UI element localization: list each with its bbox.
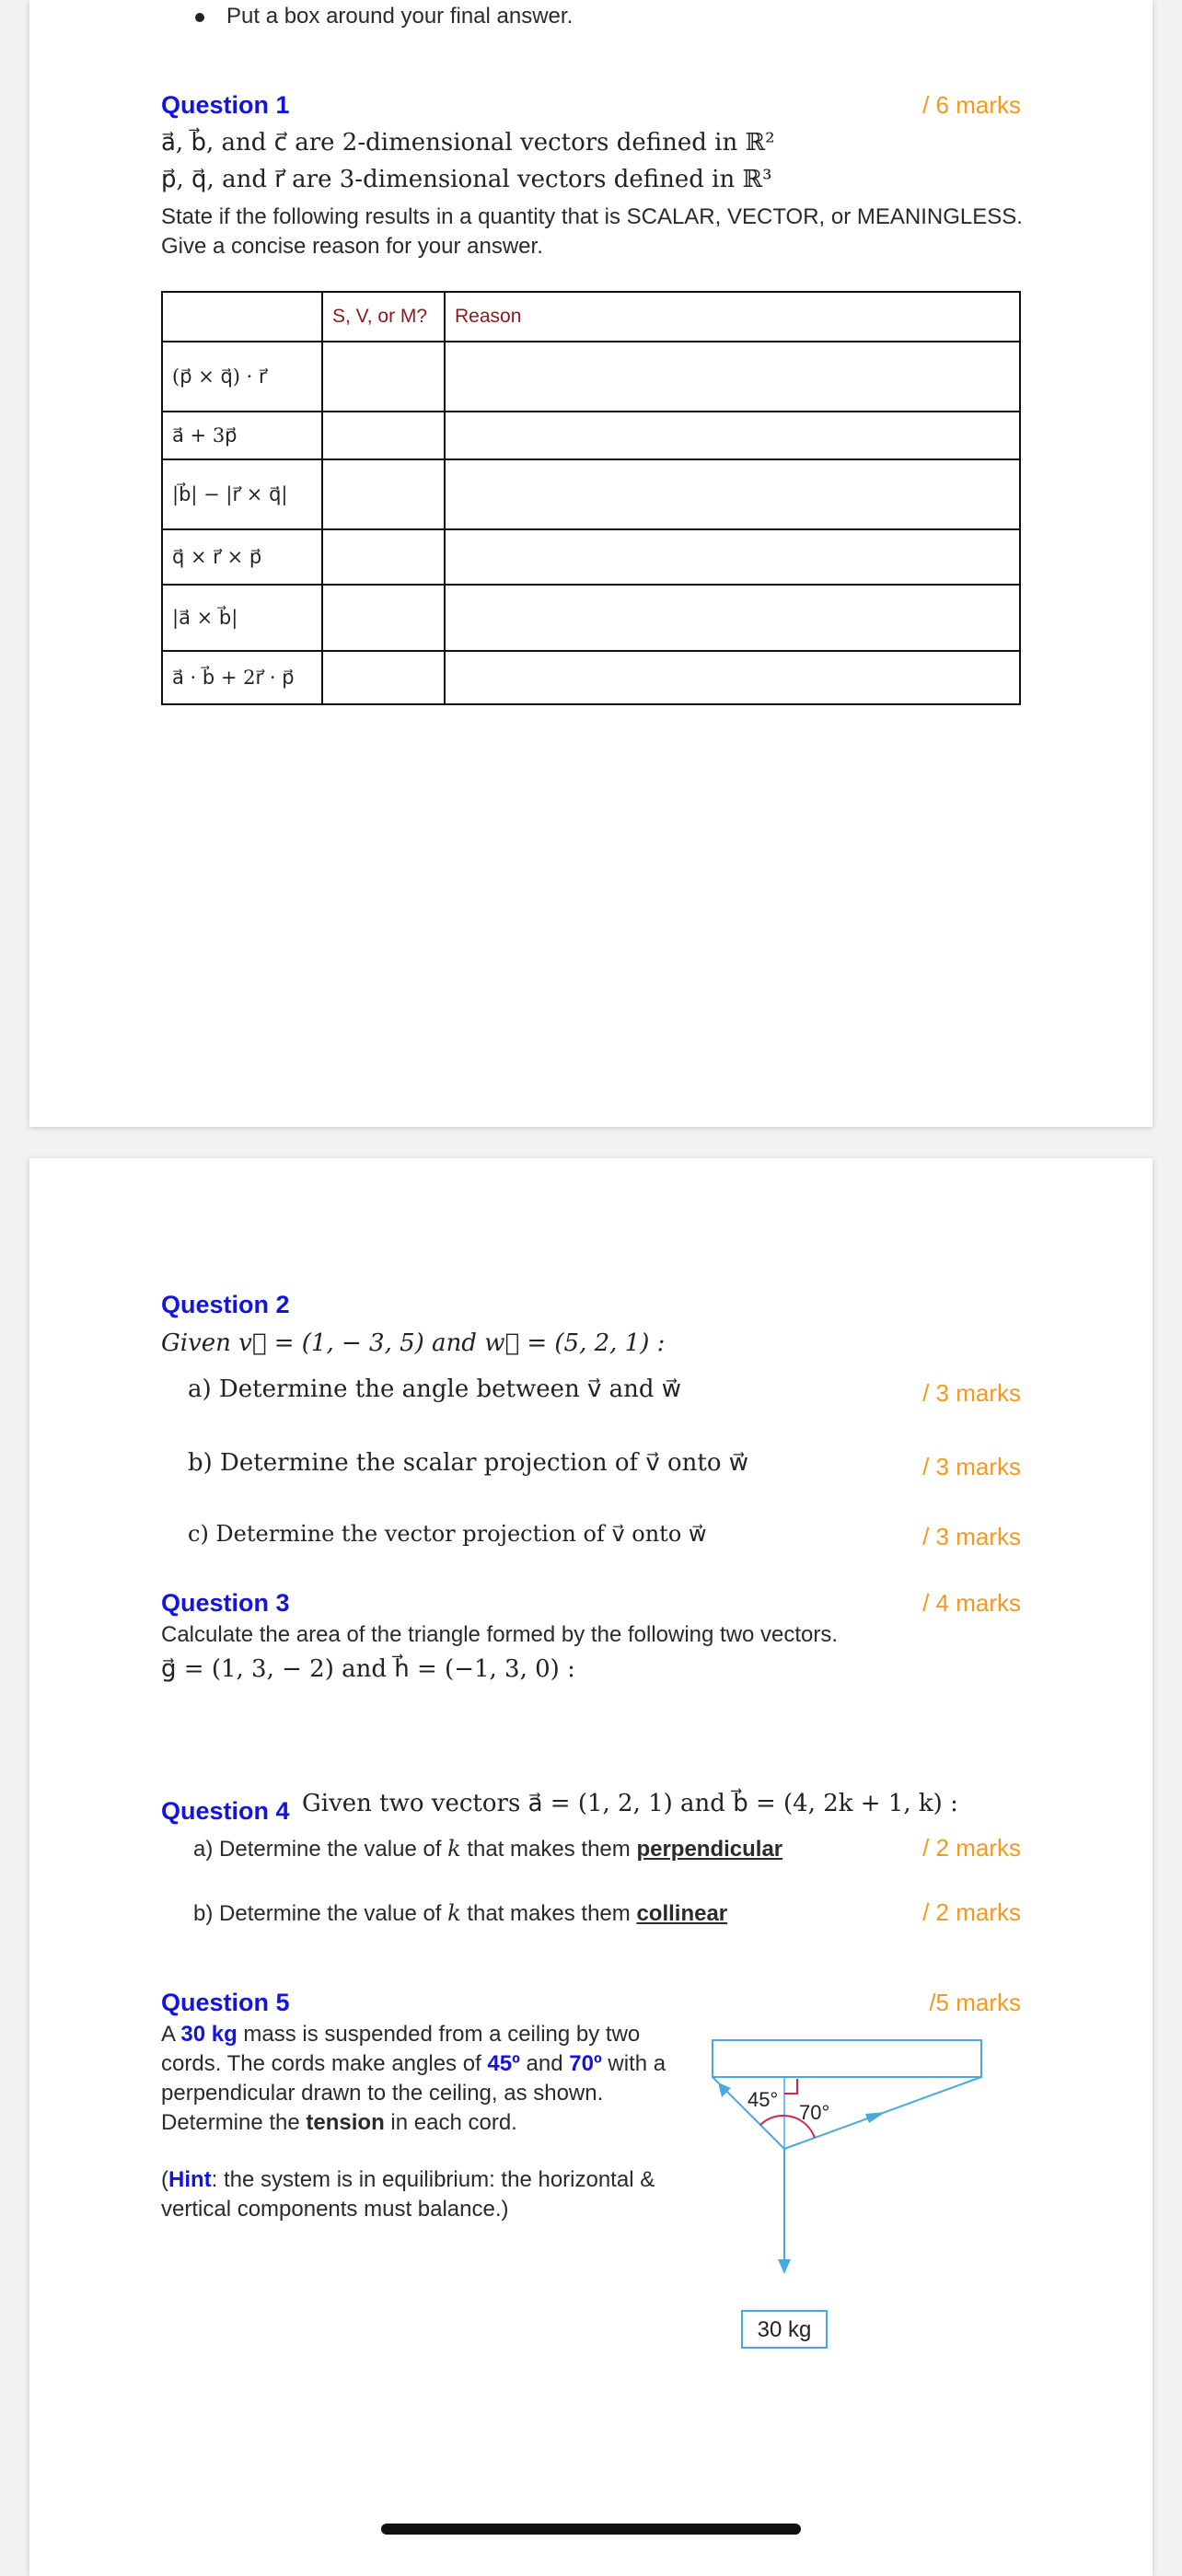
part-b-mid: that makes them [460,1901,637,1926]
question4-part-a-marks: / 2 marks [922,1834,1021,1862]
left-angle-arc [760,2116,784,2125]
question4-part-b-marks: / 2 marks [922,1898,1021,1926]
table-header-cell: Reason [445,292,1020,342]
table-row [162,412,1020,459]
table-header-cell [162,292,322,342]
part-b-var: k [447,1900,461,1926]
question2-part-a-marks: / 3 marks [922,1379,1021,1407]
part-b-keyword: collinear [636,1901,728,1926]
bullet-dot [195,13,204,22]
question1-title: Question 1 [161,91,290,119]
q5-angle1: 45º [487,2051,520,2076]
reason-cell[interactable] [445,651,1020,704]
home-indicator[interactable] [381,2524,801,2535]
question1-prompt: State if the following results in a quantity that is SCALAR, VECTOR, or MEANINGLESS. Give a concise reason for your answer. [161,204,1023,259]
question1-marks: / 6 marks [922,91,1021,119]
q5-angle2: 70º [569,2051,602,2076]
answer-cell[interactable] [322,342,445,412]
reason-cell[interactable] [445,412,1020,459]
expression-cell: a⃗ + 3p⃗ [162,412,322,459]
angle-left-label: 45° [747,2088,779,2111]
q5-t1: A [161,2022,181,2047]
question5-marks: /5 marks [929,1989,1021,2016]
expression-cell: q⃗ × r⃗ × p⃗ [162,529,322,585]
answer-cell[interactable] [322,651,445,704]
expression-cell: |b⃗| − |r⃗ × q⃗| [162,459,322,529]
table-row [162,529,1020,585]
answer-cell[interactable] [322,412,445,459]
question1-table [161,291,1021,705]
expression-cell: a⃗ · b⃗ + 2r⃗ · p⃗ [162,651,322,704]
table-header-cell: S, V, or M? [322,292,445,342]
q5-t5: in each cord. [384,2110,517,2135]
question1-line1: a⃗, b⃗, and c⃗ are 2-dimensional vectors defined in ℝ² [161,129,775,157]
answer-cell[interactable] [322,585,445,651]
right-angle-marker [784,2079,797,2094]
left-cord-arrow [718,2083,731,2097]
answer-cell[interactable] [322,459,445,529]
table-row [162,651,1020,704]
q5-mass: 30 kg [180,2022,238,2047]
q5-t2: mass is suspended from a ceiling by two cords. The cords make angles of [161,2022,641,2076]
part-b-prefix: b) Determine the value of [193,1901,448,1926]
part-a-prefix: a) Determine the value of [193,1837,448,1862]
part-a-mid: that makes them [460,1837,637,1862]
question2-part-c: c) Determine the vector projection of v⃗ onto w⃗ [188,1521,707,1547]
reason-cell[interactable] [445,529,1020,585]
question4-title: Question 4 [161,1797,290,1825]
answer-cell[interactable] [322,529,445,585]
mass-label: 30 kg [757,2317,812,2342]
force-diagram [29,1158,1153,2576]
expression-cell: (p⃗ × q⃗) · r⃗ [162,342,322,412]
ceiling-box [713,2040,981,2077]
table-row [162,585,1020,651]
part-a-var: k [447,1836,461,1862]
reason-cell[interactable] [445,459,1020,529]
hint-text: : the system is in equilibrium: the horizontal & vertical components must balance.) [161,2167,655,2222]
part-a-keyword: perpendicular [636,1837,783,1862]
question3-vectors: g⃗ = (1, 3, − 2) and h⃗ = (−1, 3, 0) : [161,1655,575,1683]
q5-t4: with a perpendicular drawn to the ceiling, as shown. Determine the [161,2051,666,2135]
question2-part-b: b) Determine the scalar projection of v⃗ onto w⃗ [188,1449,749,1477]
angle-right-label: 70° [799,2101,830,2124]
right-cord-arrow [865,2112,886,2123]
table-row [162,342,1020,412]
question4-given: Given two vectors a⃗ = (1, 2, 1) and b⃗ = (4, 2k + 1, k) : [302,1790,958,1817]
question2-part-c-marks: / 3 marks [922,1523,1021,1550]
question2-part-b-marks: / 3 marks [922,1453,1021,1480]
table-row [162,459,1020,529]
instruction-bullet: Put a box around your final answer. [226,4,574,29]
hint-open: ( [161,2167,168,2192]
question2-given: Given v⃗ = (1, − 3, 5) and w⃗ = (5, 2, 1) : [161,1329,666,1357]
weight-arrow [778,2259,791,2274]
question1-line2: p⃗, q⃗, and r⃗ are 3-dimensional vectors defined in ℝ³ [161,166,772,193]
question3-marks: / 4 marks [922,1589,1021,1617]
question2-title: Question 2 [161,1291,290,1318]
question5-title: Question 5 [161,1989,290,2016]
expression-cell: |a⃗ × b⃗| [162,585,322,651]
reason-cell[interactable] [445,585,1020,651]
question3-text: Calculate the area of the triangle formed by the following two vectors. [161,1622,839,1647]
table-header-row [162,292,1020,342]
question2-part-a: a) Determine the angle between v⃗ and w⃗ [188,1375,682,1403]
q5-t3: and [519,2051,570,2076]
hint-label: Hint [168,2167,212,2192]
worksheet-page-2 [29,1158,1153,2576]
question3-title: Question 3 [161,1589,290,1617]
q5-tension: tension [306,2110,385,2135]
reason-cell[interactable] [445,342,1020,412]
worksheet-page-1 [29,0,1153,1127]
